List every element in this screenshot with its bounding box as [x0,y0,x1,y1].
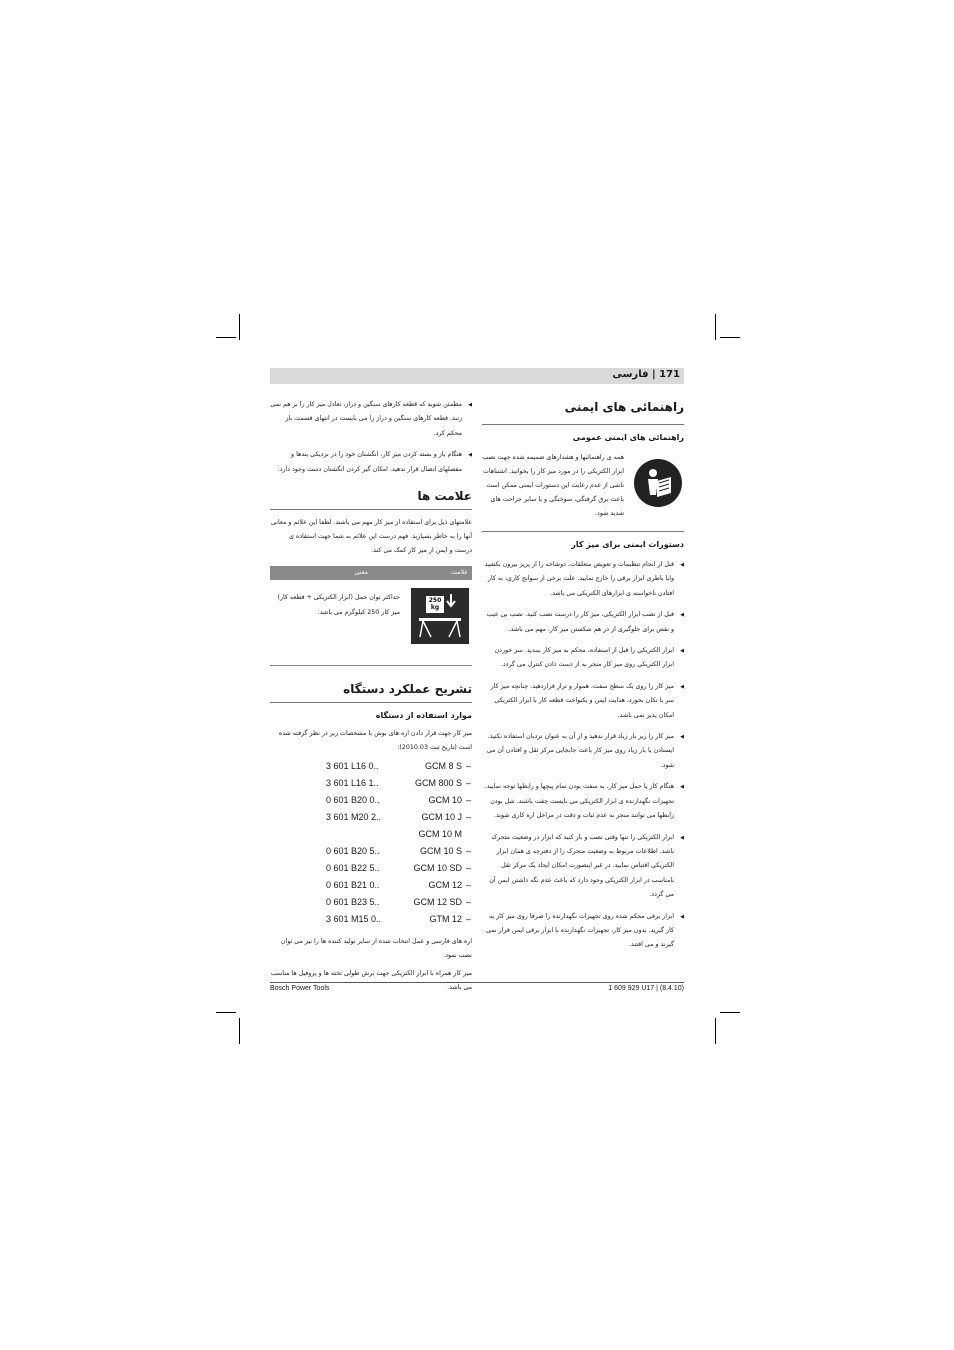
crop-mark [715,1018,716,1044]
footer-brand: Bosch Power Tools [270,985,330,992]
model-number: 0 601 B23 5.. [326,897,380,908]
safety-bullet: ◀ هنگام باز و بسته کردن میز کار، انگشتان خود را در نزدیکی بندها و مفصلهای اتصال قرار ندهید. امکان گیر کردن انگشتان دست وجود دارد. [270,448,472,477]
model-name: GCM 12 SD [413,897,462,908]
max-load-icon [411,588,469,644]
safety-bullet: ◀ قبل از انجام تنظیمات و تعویض متعلقات، دوشاخه را از پریز بیرون بکشید وایا باطری ابزار برقی را خارج نمایید. علت برخی از سوانح کاری، به کار افتادن ناخواسته ی ابزارهای الکتریکی می باشد. [482,558,684,601]
divider [270,702,472,703]
safety-bullet: ◀ قبل از نصب ابزار الکتریکی، میز کار را درست نصب کنید. نصب بی عیب و نقص برای جلوگیری از در هم شکستن میز کار، مهم می باشد. [482,608,684,637]
model-row: – GTM 12 3 601 M15 0.. [326,914,472,925]
model-number: 3 601 L16 1.. [326,778,379,789]
right-column [482,398,684,960]
crop-mark [216,1012,236,1013]
model-number: 3 601 M15 0.. [326,914,382,925]
general-warning [482,451,684,523]
divider [482,531,684,532]
safety-bullet: ◀ هنگام کار یا حمل میز کار، به سفت بودن تمام پیچها و رابطها توجه نمایید. تجهیزات نگهدارنده ی ابزار الکتریکی می بایست چفت باشند. شل بودن رابطها می توانند منجر به عدم ثبات و دقت در مراحل اره کاری شوند. [482,780,684,823]
left-column [270,398,472,995]
safety-bullet: ◀ ابزار الکتریکی را تنها وقتی نصب و باز کنید که ابزار در وضعیت متحرک باشد. اطلاعات مربوط به وضعیت متحرک را از دفترچه ی همان ابزار الکتریکی اقتباس نمایید. در غیر اینصورت امکان ایجاد یک مرکز ثقل نامناسب در ابزار الکتریکی وجود دارد که باعث عدم نگه داشتن ایمن آن می گردد. [482,831,684,903]
model-row: – GCM 10 J 3 601 M20 2.. [326,812,472,823]
usage-heading: موارد استفاده از دستگاه [375,711,472,721]
model-row: – GCM 10 0 601 B20 0.. [326,795,472,806]
crop-mark [715,314,716,340]
max-load-meaning: حداکثر توان حمل (ابزار الکتریکی + قطعه کار) میز کار 250 کیلوگرم می باشد. [277,594,400,617]
document-page [270,368,684,998]
model-number: 0 601 B21 0.. [326,880,380,891]
model-number: 0 601 B20 5.. [326,846,380,857]
crop-mark [239,1018,240,1044]
safety-title: راهنمائی های ایمنی [564,400,684,414]
model-name: GCM 8 S [424,761,462,772]
general-safety-heading: راهنمائی های ایمنی عمومی [572,433,684,442]
divider [270,509,472,510]
safety-bullet: ◀ ابزار برقی محکم شده روی تجهیزات نگهدارنده را صرفا روی میز کار به کار گیرید. بدون میز کار، تجهیزات نگهدارنده با ابزار برقی ایمن قرار نمی گیرند و می افتند. [482,910,684,953]
crop-mark [239,314,240,340]
divider [482,424,684,425]
model-name: GCM 800 S [414,778,462,789]
col-meaning: معنی [354,569,368,577]
model-row: – GCM 12 SD 0 601 B23 5.. [326,897,472,908]
model-name: GCM 10 [428,795,462,806]
col-symbol: علامت [450,569,468,577]
general-warning-text: همه ی راهنمائیها و هشدارهای ضمیمه شده جهت نصب ابزار الکتریکی را در مورد میز کار را بخوانید. اشتباهات ناشی از عدم رعایت این دستورات ایمنی ممکن است باعث برق گرفتگی، سوختگی و یا سایر جراحت های شدید شود. [482,454,624,517]
crop-mark [720,337,740,338]
model-number: 0 601 B20 0.. [326,795,380,806]
model-row [270,827,472,844]
table-bottom-rule [270,665,472,666]
model-row: – GCM 10 S 0 601 B20 5.. [326,846,472,857]
safety-bullet: ◀ مطمئن شوید که قطعه کارهای سنگین و دراز، تعادل میز کار را بر هم نمی زنند. قطعه کارهای سنگین و دراز را می بایست در انتهای قسمت باز محکم کرد. [270,398,472,441]
max-load-icon-label: 250 kg [428,597,442,612]
crop-mark [216,337,236,338]
usage-text: میز کار جهت قرار دادن اره های بوش با مشخصات زیر در نظر گرفته شده است (تاریخ ثبت 2010.03): [278,730,472,752]
model-name: GTM 12 [429,914,462,925]
description-title: تشریح عملکرد دستگاه [343,682,472,697]
symbols-table-header [270,566,472,580]
symbols-text: علامتهای ذیل برای استفاده از میز کار مهم می باشند. لطفا این علائم و معانی آنها را به خاطر بسپارید. فهم درست این علائم به شما جهت استفاده ی درست و ایمن از میز کار کمک می کند. [271,519,472,555]
other-saws-text: اره های فارسی و عمل انتخاب شده از سایر تولید کننده ها را نیز می توان نصب نمود. [280,938,472,960]
model-row: – GCM 10 SD 0 601 B22 5.. [326,863,472,874]
model-name: GCM 12 [428,880,462,891]
model-number: 3 601 M20 2.. [326,812,382,823]
model-row: – GCM 800 S 3 601 L16 1.. [326,778,472,789]
model-row: – GCM 12 0 601 B21 0.. [326,880,472,891]
model-name: GCM 10 S [419,846,462,857]
model-number: 0 601 B22 5.. [326,863,380,874]
page-header [270,368,684,384]
symbols-title: علامت ها [417,489,472,504]
model-name: GCM 10 SD [413,863,462,874]
model-name: GCM 10 J [421,812,462,823]
page-number: 171 | فارسی [612,369,680,380]
safety-bullet: ◀ میز کار را زیر بار زیاد قرار ندهید و از آن به عنوان نردبان استفاده نکنید. ایستادن یا بار زیاد روی میز کار باعث جابجایی مرکز ثقل و افتادن آن می شود. [482,730,684,773]
model-list [270,759,472,929]
symbols-table [270,566,472,666]
model-row: – GCM 8 S 3 601 L16 0.. [326,761,472,772]
worktable-safety-heading: دستورات ایمنی برای میز کار [571,540,684,549]
safety-bullet: ◀ میز کار را روی یک سطح سفت، هموار و تراز قراردهید. چنانچه میز کار سر یا تکان بخورد، هدایت ایمن و یکنواخت قطعه کار با ابزار الکتریکی امکان پذیر نمی باشد. [482,680,684,723]
symbols-table-row [270,580,472,666]
read-manual-icon [634,459,682,507]
footer-doc-code: 1 609 929 U17 | (8.4.10) [608,985,684,992]
safety-bullet: ◀ ابزار الکتریکی را قبل از استفاده، محکم به میز کار ببندید. سر خوردن ابزار الکتریکی روی میز کار منجر به از دست دادن کنترل می گردد. [482,644,684,673]
purpose-text: میز کار همراه با ابزار الکتریکی جهت برش طولی تخته ها و پروفیل ها مناسب می باشد. [270,970,472,992]
model-number: 3 601 L16 0.. [326,761,379,772]
model-name: GCM 10 M [418,829,462,840]
footer-rule [270,982,684,983]
crop-mark [720,1012,740,1013]
